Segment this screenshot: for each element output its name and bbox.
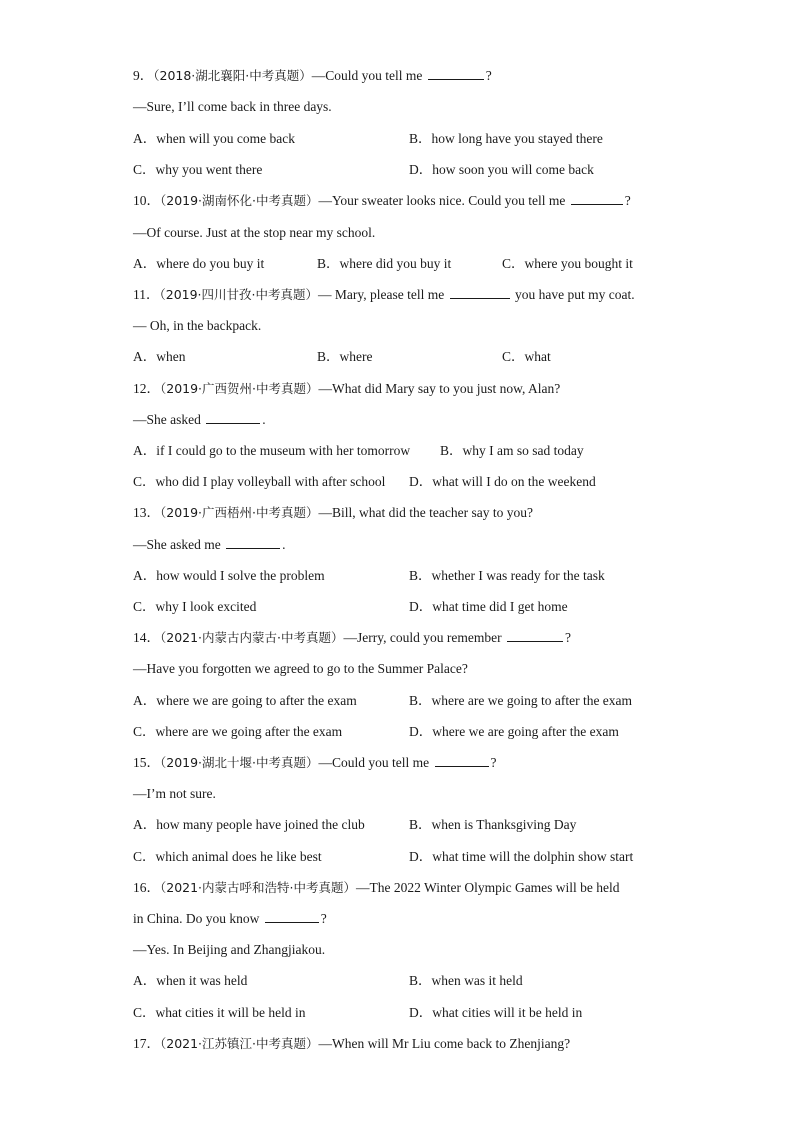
question-13-reply: —She asked me .: [133, 537, 286, 552]
question-16-stem: 16．（2021·内蒙古呼和浩特·中考真题）—The 2022 Winter Olympic Games will be held: [133, 880, 620, 895]
option-c[interactable]: C．who did I play volleyball with after school: [133, 474, 386, 489]
option-b[interactable]: B．where: [317, 349, 373, 364]
option-b[interactable]: B．where did you buy it: [317, 256, 452, 271]
option-c[interactable]: C．which animal does he like best: [133, 849, 322, 864]
option-a[interactable]: A．where do you buy it: [133, 256, 265, 271]
question-10-stem: 10．（2019·湖南怀化·中考真题）—Your sweater looks nice. Could you tell me ?: [133, 193, 631, 208]
option-c[interactable]: C．where you bought it: [502, 256, 633, 271]
question-11-stem: 11．（2019·四川甘孜·中考真题）— Mary, please tell me you have put my coat.: [133, 287, 635, 302]
option-d[interactable]: D．how soon you will come back: [409, 162, 594, 177]
answer-blank[interactable]: [206, 411, 260, 424]
question-15-stem: 15．（2019·湖北十堰·中考真题）—Could you tell me ?: [133, 755, 497, 770]
option-a[interactable]: A．when: [133, 349, 186, 364]
answer-blank[interactable]: [450, 286, 510, 299]
option-a[interactable]: A．where we are going to after the exam: [133, 693, 357, 708]
question-12-reply: —She asked .: [133, 412, 266, 427]
option-c[interactable]: C．why you went there: [133, 162, 263, 177]
question-15-reply: —I’m not sure.: [133, 786, 216, 801]
option-b[interactable]: B．how long have you stayed there: [409, 131, 603, 146]
option-c[interactable]: C．why I look excited: [133, 599, 257, 614]
question-12-stem: 12．（2019·广西贺州·中考真题）—What did Mary say to you just now, Alan?: [133, 381, 561, 396]
question-14-stem: 14．（2021·内蒙古内蒙古·中考真题）—Jerry, could you remember ?: [133, 630, 571, 645]
answer-blank[interactable]: [265, 910, 319, 923]
option-a[interactable]: A．when will you come back: [133, 131, 295, 146]
option-a[interactable]: A．when it was held: [133, 973, 248, 988]
option-a[interactable]: A．how would I solve the problem: [133, 568, 325, 583]
question-11-reply: — Oh, in the backpack.: [133, 318, 262, 333]
answer-blank[interactable]: [428, 67, 484, 80]
option-b[interactable]: B．whether I was ready for the task: [409, 568, 605, 583]
question-17-stem: 17．（2021·江苏镇江·中考真题）—When will Mr Liu come back to Zhenjiang?: [133, 1036, 571, 1051]
option-b[interactable]: B．when was it held: [409, 973, 523, 988]
option-c[interactable]: C．where are we going after the exam: [133, 724, 343, 739]
question-9-reply: —Sure, I’ll come back in three days.: [133, 99, 332, 114]
option-d[interactable]: D．what will I do on the weekend: [409, 474, 596, 489]
option-a[interactable]: A．how many people have joined the club: [133, 817, 365, 832]
option-d[interactable]: D．where we are going after the exam: [409, 724, 619, 739]
option-d[interactable]: D．what time did I get home: [409, 599, 568, 614]
option-b[interactable]: B．where are we going to after the exam: [409, 693, 633, 708]
question-14-reply: —Have you forgotten we agreed to go to the Summer Palace?: [133, 661, 468, 676]
answer-blank[interactable]: [226, 536, 280, 549]
option-d[interactable]: D．what time will the dolphin show start: [409, 849, 634, 864]
option-c[interactable]: C．what cities it will be held in: [133, 1005, 306, 1020]
option-b[interactable]: B．why I am so sad today: [440, 443, 584, 458]
option-d[interactable]: D．what cities will it be held in: [409, 1005, 583, 1020]
question-16-reply: —Yes. In Beijing and Zhangjiakou.: [133, 942, 326, 957]
answer-blank[interactable]: [435, 754, 489, 767]
question-13-stem: 13．（2019·广西梧州·中考真题）—Bill, what did the teacher say to you?: [133, 505, 533, 520]
answer-blank[interactable]: [571, 192, 623, 205]
answer-blank[interactable]: [507, 629, 563, 642]
option-c[interactable]: C．what: [502, 349, 551, 364]
question-10-reply: —Of course. Just at the stop near my school.: [133, 225, 376, 240]
option-a[interactable]: A．if I could go to the museum with her tomorrow: [133, 443, 411, 458]
question-9-stem: 9．（2018·湖北襄阳·中考真题）—Could you tell me ?: [133, 68, 492, 83]
question-16-stem-cont: in China. Do you know ?: [133, 911, 327, 926]
option-b[interactable]: B．when is Thanksgiving Day: [409, 817, 577, 832]
